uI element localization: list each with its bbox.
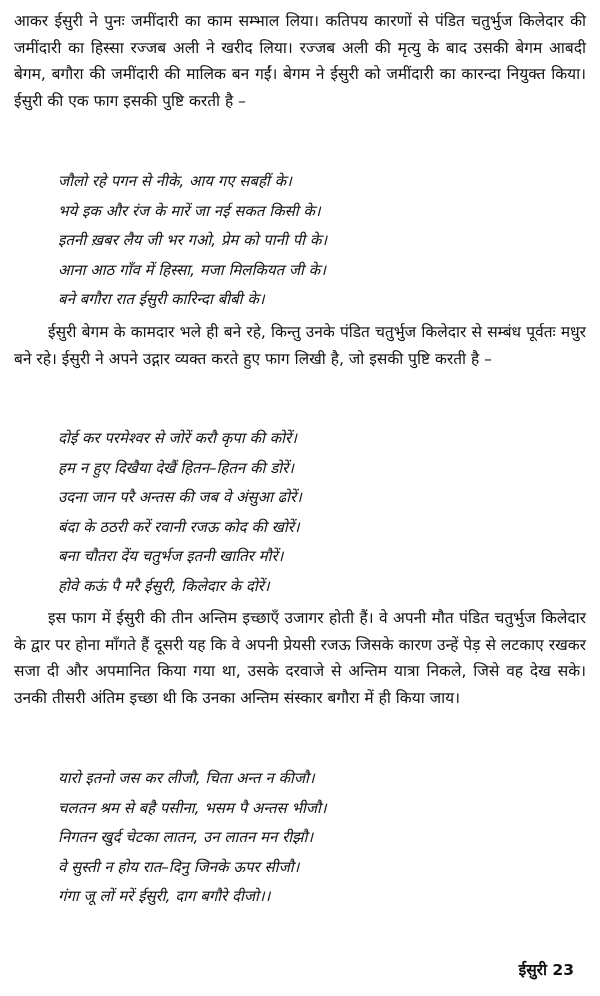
verse-line: बने बगौरा रात ईसुरी कारिन्दा बीबी के। (58, 290, 265, 308)
page-number-label: ईसुरी 23 (518, 961, 574, 979)
verse-line: हम न हुए दिखैया देखैं हितन–हितन की डोरें। (58, 458, 294, 477)
verse-line: आना आठ गाँव में हिस्सा, मजा मिलकियत जी के। (58, 260, 326, 279)
verse-block-1 (14, 167, 600, 315)
verse-line: वे सुस्ती न होय रात–दिनु जिनके ऊपर सीजौ। (58, 857, 300, 876)
verse-block-2 (14, 424, 600, 601)
verse-line: गंगा जू लों मरें ईसुरी, दाग बगौरे दीजो।। (58, 887, 271, 905)
verse-line: इतनी ख़बर लैय जी भर गओ, प्रेम को पानी पी के। (58, 231, 328, 249)
verse-line: होवे कऊं पै मरै ईसुरी, किलेदार के दोरें। (58, 576, 270, 595)
verse-line: निगतन खुर्द चेटका लातन, उन लातन मन रीझौ। (58, 828, 314, 846)
verse-line: बना चौतरा देंय चतुर्भज इतनी खातिर मौरें। (58, 547, 284, 565)
verse-line: भये इक और रंज के मारें जा नई सकत किसी के। (58, 201, 321, 220)
verse-line: जौलो रहे पगन से नीके, आय गए सबहीं के। (58, 172, 292, 190)
verse-block-3 (14, 764, 600, 912)
paragraph-1: आकर ईसुरी ने पुनः जमींदारी का काम सम्भाल लिया। कतिपय कारणों से पंडित चतुर्भुज किलेदार की जमींदारी का हिस्सा रज्जब अली ने खरीद लिया। रज्जब अली की मृत्यु के बाद उसकी बेगम आबदी बेगम, बगौरा की जमींदारी की मालिक बन गईं। बेगम ने ईसुरी को जमींदारी का कारन्दा नियुक्त किया। ईसुरी की एक फाग इसकी पुष्टि करती है – (14, 12, 586, 110)
verse-line: बंदा के ठठरी करें रवानी रजऊ कोद की खोरें। (58, 517, 300, 536)
verse-line: यारो इतनो जस कर लीजौ, चिता अन्त न कीजौ। (58, 769, 315, 787)
verse-line: चलतन श्रम से बहै पसीना, भसम पै अन्तस भीजौ। (58, 798, 327, 817)
verse-line: उदना जान परै अन्तस की जब वे अंसुआ ढोरें। (58, 488, 302, 506)
paragraph-2: ईसुरी बेगम के कामदार भले ही बने रहे, किन्तु उनके पंडित चतुर्भुज किलेदार से सम्बंध पूर्वतः मधुर बने रहे। ईसुरी ने अपने उद्गार व्यक्त करते हुए फाग लिखी है, जो इसकी पुष्टि करती है – (14, 323, 586, 368)
verse-line: दोई कर परमेश्वर से जोरें करौ कृपा की कोरें। (58, 429, 297, 447)
paragraph-3: इस फाग में ईसुरी की तीन अन्तिम इच्छाएँ उजागर होती हैं। वे अपनी मौत पंडित चतुर्भुज किलेदार के द्वार पर होना माँगते हैं दूसरी यह कि वे अपनी प्रेयसी रजऊ जिसके कारण उन्हें पेड़ से लटकाए रखकर सजा दी और अपमानित किया गया था, उसके दरवाजे से अन्तिम यात्रा निकले, जिसे वह देख सके। उनकी तीसरी अंतिम इच्छा थी कि उनका अन्तिम संस्कार बगौरा में ही किया जाय। (14, 609, 586, 707)
